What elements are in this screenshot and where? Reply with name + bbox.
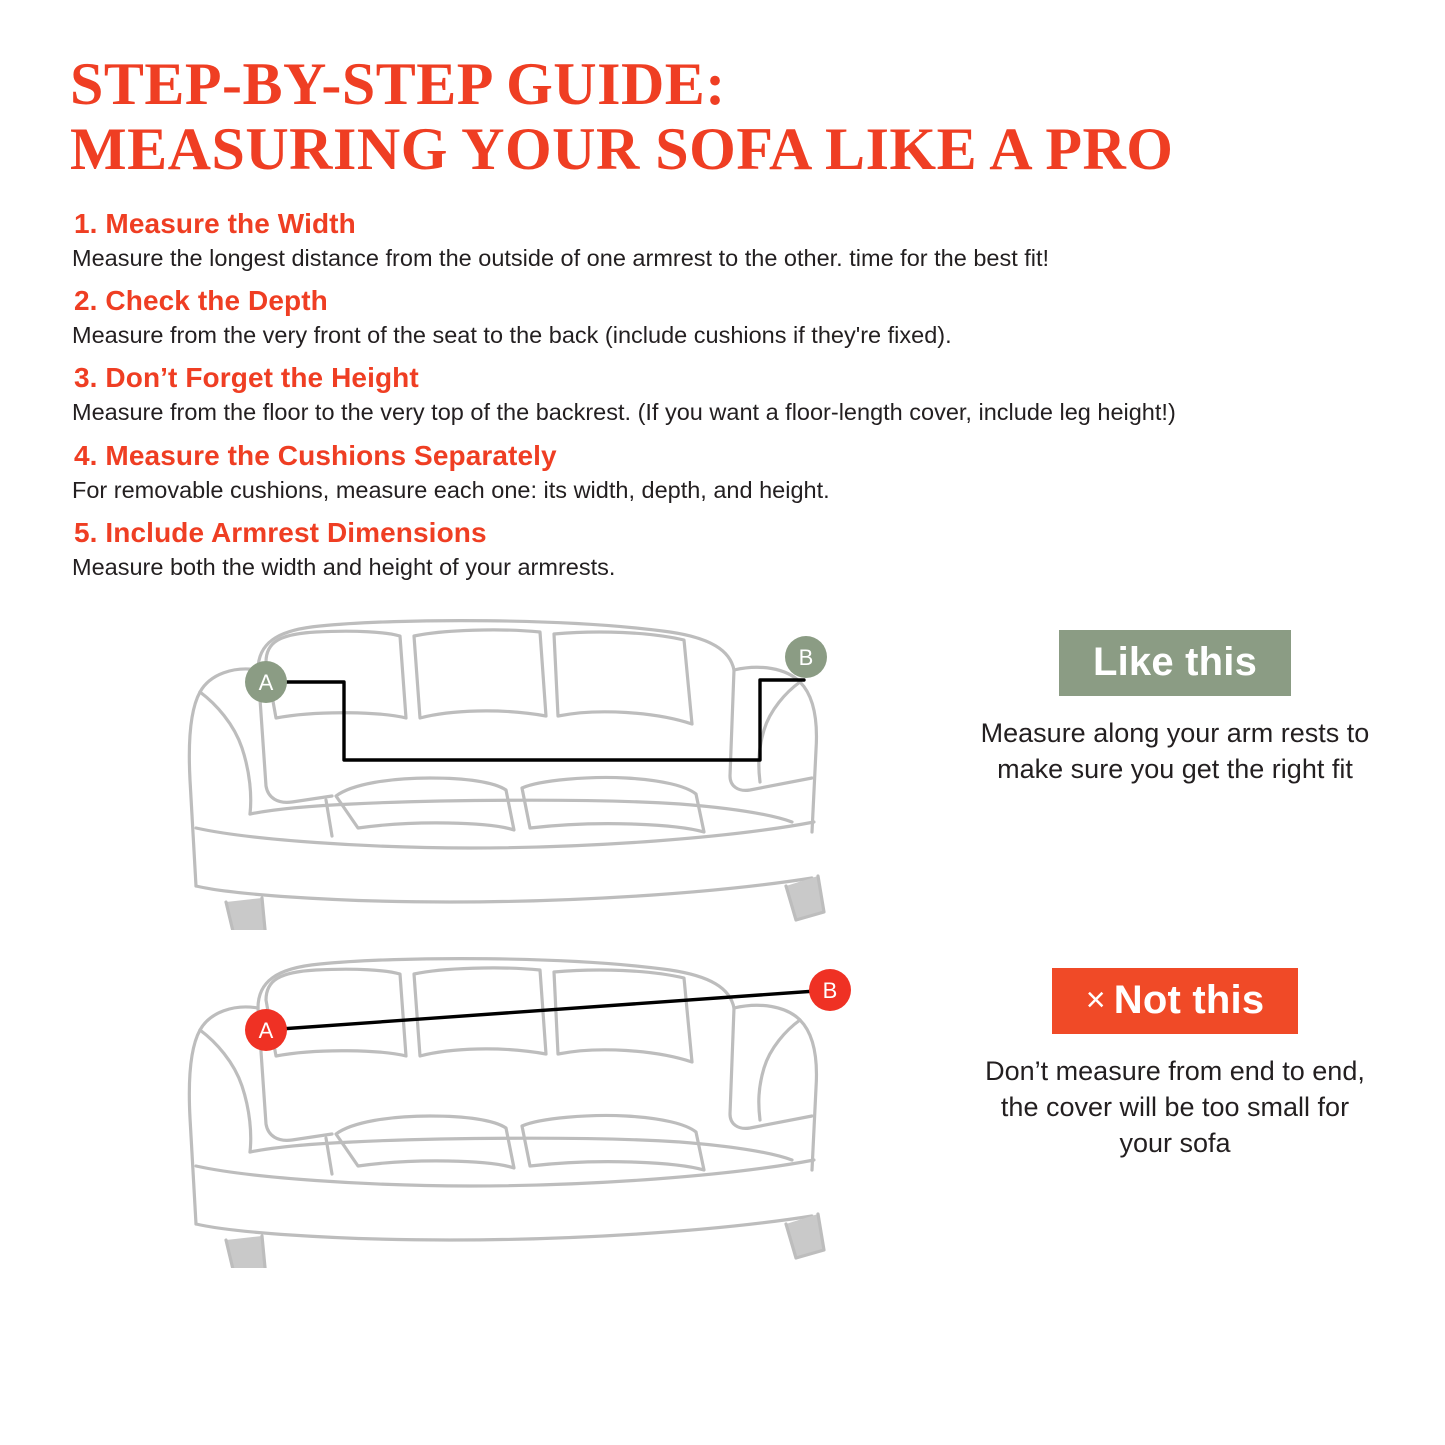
svg-text:B: B	[822, 978, 838, 1004]
step-heading: 4. Measure the Cushions Separately	[74, 439, 557, 471]
step-item	[70, 208, 1375, 273]
step-heading: 3. Don’t Forget the Height	[74, 362, 419, 394]
step-item	[70, 285, 1375, 350]
step-item	[70, 362, 1375, 427]
svg-text:A: A	[258, 1018, 274, 1044]
title-line-1: STEP-BY-STEP GUIDE:	[70, 51, 726, 117]
sofa-diagram-incorrect	[70, 938, 910, 1273]
step-body: Measure from the floor to the very top of the backrest. (If you want a floor-length cover, include leg height!)	[72, 399, 1176, 426]
marker-b-correct	[785, 636, 827, 678]
step-body: Measure the longest distance from the outside of one armrest to the other. time for the best fit!	[72, 244, 1050, 271]
callout-not-this	[975, 968, 1375, 1161]
close-icon: ×	[1085, 981, 1106, 1020]
step-body: Measure from the very front of the seat to the back (include cushions if they're fixed).	[72, 321, 952, 348]
step-item	[70, 440, 1375, 505]
steps-list	[70, 208, 1375, 583]
svg-text:B: B	[798, 645, 814, 671]
step-item	[70, 517, 1375, 582]
step-body: For removable cushions, measure each one: its width, depth, and height.	[72, 476, 830, 503]
marker-a-correct	[245, 661, 287, 703]
step-heading: 2. Check the Depth	[74, 284, 328, 316]
callout-like-this	[975, 630, 1375, 787]
title-line-2: MEASURING YOUR SOFA LIKE A PRO	[70, 115, 1174, 182]
step-heading: 5. Include Armrest Dimensions	[74, 517, 487, 549]
page-title	[70, 0, 1375, 182]
illustration-area	[70, 600, 1375, 1260]
marker-a-incorrect	[245, 1009, 287, 1051]
step-heading: 1. Measure the Width	[74, 207, 356, 239]
not-this-banner	[1052, 968, 1299, 1034]
sofa-diagram-correct	[70, 600, 910, 935]
like-this-banner: Like this	[1059, 630, 1291, 696]
marker-b-incorrect	[809, 969, 851, 1011]
not-this-text: Don’t measure from end to end, the cover will be too small for your sofa	[985, 1056, 1365, 1158]
not-this-banner-label: Not this	[1113, 978, 1265, 1023]
like-this-text: Measure along your arm rests to make sure you get the right fit	[980, 718, 1370, 785]
step-body: Measure both the width and height of your armrests.	[72, 554, 616, 581]
svg-text:A: A	[258, 670, 274, 696]
